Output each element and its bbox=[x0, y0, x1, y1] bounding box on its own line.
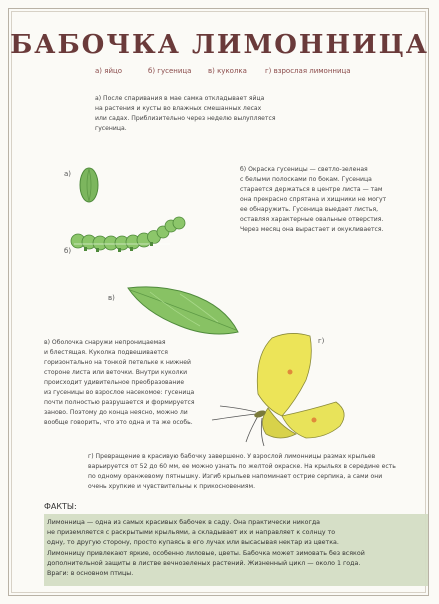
legend-caterpillar: б) гусеница bbox=[148, 67, 192, 75]
text-egg: а) После спаривания в мае самка откладывает яйца на растения и кусты во влажных смешанных лесах или садах. Приблизительно через неделю вылупляется гусеница. bbox=[95, 95, 276, 132]
legend bbox=[0, 67, 439, 79]
facts-text: Лимонница — одна из самых красивых бабочек в саду. Она практически никогда не приземляется с раскрытыми крыльями, а складывает их и направляет к солнцу то одну, то другую сторону, просто купаясь в его лучах или высасывая нектар из цветка. Лимонницу привлекают яркие, особенно лиловые, цветы. Бабочка может зимовать без всякой дополнительной защиты в листве вечнозеленых растений. Жизненный цикл — около 1 года. Враги: в основном птицы. bbox=[47, 519, 365, 578]
facts-title: ФАКТЫ: bbox=[44, 502, 77, 511]
wing-spot bbox=[288, 370, 293, 375]
label-g: г) bbox=[318, 337, 325, 345]
page-title: БАБОЧКА ЛИМОННИЦА bbox=[10, 30, 429, 60]
egg-icon bbox=[78, 166, 102, 204]
label-v: в) bbox=[108, 294, 115, 302]
text-pupa: в) Оболочка снаружи непроницаемая и блестящая. Куколка подвешивается горизонтально на тонкой петельке к нижней стороне листа или веточки. Внутри куколки происходит удивительное преобразование из гусеницы во взрослое насекомое: гусеница почти полностью разрушается и формируется заново. Поэтому до конца неясно, можно ли вообще говорить, что это одна и та же особь. bbox=[44, 339, 195, 426]
label-b: б) bbox=[64, 247, 72, 255]
legend-adult: г) взрослая лимонница bbox=[265, 67, 351, 75]
caterpillar-icon bbox=[70, 214, 188, 254]
legend-egg: а) яйцо bbox=[95, 67, 123, 75]
text-adult: г) Превращение в красивую бабочку завершено. У взрослой лимонницы размах крыльев варьируется от 52 до 60 мм, ее можно узнать по желтой окраске. На крыльях в середине есть по одному оранжевому пятнышку. Изгиб крыльев напоминает острие серпика, а сами они очень хрупкие и чувствительны к прикосновениям. bbox=[88, 453, 396, 490]
legend-pupa: в) куколка bbox=[208, 67, 247, 75]
text-caterpillar: б) Окраска гусеницы — светло-зеленая с белыми полосками по бокам. Гусеница старается держаться в центре листа — там она прекрасно спрятана и хищники не могут ее обнаружить. Гусеница выедает листья, оставляя характерные овальные отверстия. Через месяц она вырастает и окукливается. bbox=[240, 166, 387, 233]
butterfly-icon bbox=[210, 330, 360, 450]
label-a: а) bbox=[64, 170, 72, 178]
